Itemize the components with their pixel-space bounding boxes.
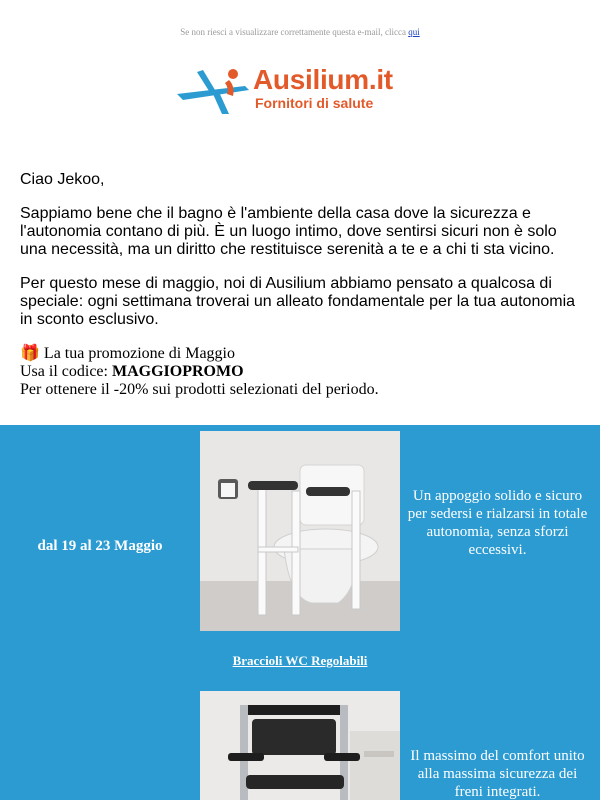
products-band (0, 425, 600, 800)
promo-title-line (20, 345, 580, 363)
product-link-braccioli[interactable]: Braccioli WC Regolabili (232, 653, 368, 668)
product-image-commode-chair[interactable] (200, 691, 400, 800)
brand-name: Ausilium.it (253, 64, 393, 95)
brand-logo[interactable] (175, 62, 405, 118)
product-image-toilet-frame[interactable] (200, 431, 400, 631)
commode-chair-illustration (200, 691, 400, 800)
preheader (0, 27, 600, 37)
promo-block (20, 345, 580, 399)
intro-paragraph: Sappiamo bene che il bagno è l'ambiente della casa dove la sicurezza e l'autonomia contano di più. È un luogo intimo, dove sentirsi sicuri non è solo una necessità, ma un diritto che restituisce serenità a te e a chi ti sta vicino. (20, 205, 557, 258)
preheader-text: Se non riesci a visualizzare correttamente questa e-mail, clicca (180, 27, 409, 37)
toilet-frame-illustration (200, 431, 400, 631)
product-date: dal 19 al 23 Maggio (37, 538, 163, 554)
offer-paragraph: Per questo mese di maggio, noi di Ausilium abbiamo pensato a qualcosa di speciale: ogni settimana troverai un alleato fondamentale per la tua autonomia in sconto esclusivo. (20, 275, 576, 328)
greeting: Ciao Jekoo, (20, 171, 105, 188)
promo-title: La tua promozione di Maggio (43, 345, 235, 362)
brand-tagline: Fornitori di salute (255, 95, 374, 111)
promo-code-line (20, 363, 580, 381)
product-description: Un appoggio solido e sicuro per sedersi e rialzarsi in totale autonomia, senza sforzi eccessivi. (407, 488, 588, 558)
promo-code-label: Usa il codice: (20, 363, 112, 380)
gift-icon: 🎁 (20, 345, 40, 362)
product-description: Il massimo del comfort unito alla massima sicurezza dei freni integrati. (410, 748, 585, 800)
plane-figure-logo-icon (175, 64, 253, 116)
view-online-link[interactable]: qui (408, 27, 420, 37)
promo-code: MAGGIOPROMO (111, 363, 244, 380)
promo-detail: Per ottenere il -20% sui prodotti selezionati del periodo. (20, 381, 379, 398)
